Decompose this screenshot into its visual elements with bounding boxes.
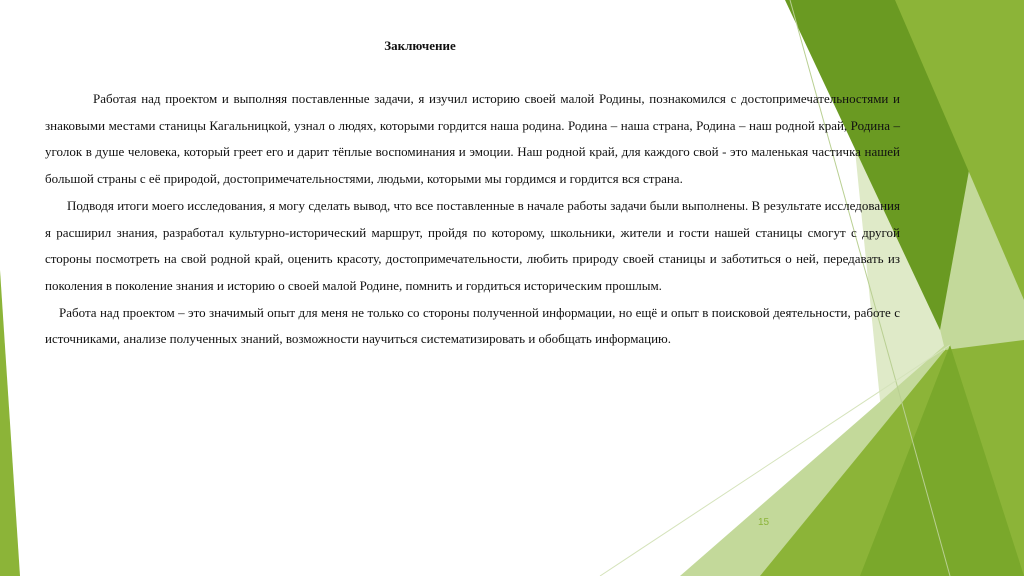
paragraph-2: Подводя итоги моего исследования, я могу сделать вывод, что все поставленные в начале работы задачи были выполнены. В результате исследования я расширил знания, разработал культурно-исторический маршрут, пройдя по которому, школьники, жители и гости нашей станицы смогут с другой стороны посмотреть на свой родной край, оценить красоту, достопримечательности, любить природу своей станицы и заботиться о ней, передавать из поколения в поколение знания и историю о своей малой Родине, помнить и гордиться историческим прошлым.	[45, 197, 900, 293]
left-green-wedge	[0, 270, 20, 576]
page-number: 15	[758, 517, 770, 528]
paragraph-3: Работа над проектом – это значимый опыт для меня не только со стороны полученной информации, но ещё и опыт в поисковой деятельности, работе с источниками, анализе полученных знаний, возможности научиться систематизировать и обобщать информацию.	[45, 304, 900, 347]
slide-title: Заключение	[384, 38, 456, 53]
paragraph-1: Работая над проектом и выполняя поставленные задачи, я изучил историю своей малой Родины, познакомился с достопримечательностями и знаковыми местами станицы Кагальницкой, узнал о людях, которыми гордится наша родина. Родина – наша страна, Родина – наш родной край, Родина – уголок в душе человека, который греет его и дарит тёплые воспоминания и эмоции. Наш родной край, для каждого свой - это маленькая частичка нашей большой страны с её природой, достопримечательностями, людьми, которыми мы гордимся и гордится вся страна.	[45, 91, 900, 187]
slide-body	[45, 86, 900, 353]
